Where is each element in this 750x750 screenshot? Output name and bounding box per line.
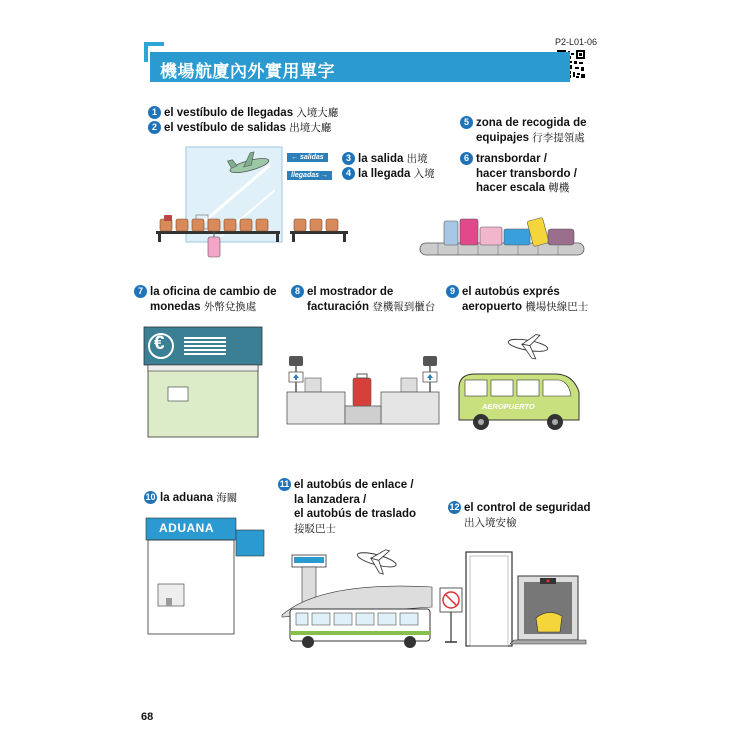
page-code: P2-L01-06 bbox=[555, 37, 598, 47]
aeropuerto-sign: AEROPUERTO bbox=[482, 402, 535, 411]
item-12-label: 12 el control de seguridad 出入境安檢 bbox=[449, 502, 591, 529]
item-10-label: 10 la aduana 海關 bbox=[145, 492, 238, 504]
item-7-label: 7 la oficina de cambio de monedas 外幣兌換處 bbox=[134, 285, 277, 314]
airplane-icon bbox=[506, 330, 550, 361]
metal-detector-icon bbox=[466, 552, 512, 646]
no-guns-icon bbox=[440, 588, 462, 642]
item-1-label: 1 el vestíbulo de llegadas 入境大廳 bbox=[148, 106, 338, 121]
airplane-icon bbox=[354, 543, 399, 577]
item-8-label: 8 el mostrador de facturación 登機報到櫃台 bbox=[291, 285, 435, 314]
xray-scanner-icon bbox=[510, 576, 586, 644]
bench-right bbox=[290, 219, 348, 242]
baggage-carousel-illustration bbox=[418, 205, 588, 265]
arrow-up-icon bbox=[289, 372, 303, 382]
aduana-sign: ADUANA bbox=[159, 521, 214, 535]
euro-icon: € bbox=[154, 333, 165, 354]
item-9-label: 9 el autobús exprés aeropuerto 機場快線巴士 bbox=[446, 285, 588, 314]
shuttle-bus-illustration bbox=[282, 545, 437, 650]
page-title: 機場航廈內外實用單字 bbox=[160, 62, 335, 81]
item-5-label: 5 zona de recogida de equipajes 行李提領處 bbox=[460, 116, 587, 145]
express-bus-illustration bbox=[455, 330, 585, 440]
security-control-illustration bbox=[440, 548, 590, 648]
arrow-up-icon bbox=[423, 372, 437, 382]
checkin-counter-illustration bbox=[283, 352, 443, 432]
customs-illustration bbox=[144, 518, 269, 638]
item-4-label: 4 la llegada 入境 bbox=[342, 167, 435, 182]
item-11-label: 11 el autobús de enlace / la lanzadera / el autobús de traslado 接駁巴士 bbox=[279, 479, 417, 535]
salidas-sign: ← salidas bbox=[287, 153, 328, 162]
llegadas-sign: llegadas → bbox=[287, 171, 332, 180]
luggage-icon bbox=[353, 374, 371, 406]
item-6-label: 6 transbordar / hacer transbordo / hacer escala 轉機 bbox=[460, 152, 577, 196]
item-3-label: 3 la salida 出境 bbox=[342, 152, 428, 167]
page-number: 68 bbox=[141, 711, 154, 723]
item-2-label: 2 el vestíbulo de salidas 出境大廳 bbox=[148, 121, 331, 136]
bus-icon bbox=[290, 609, 430, 648]
